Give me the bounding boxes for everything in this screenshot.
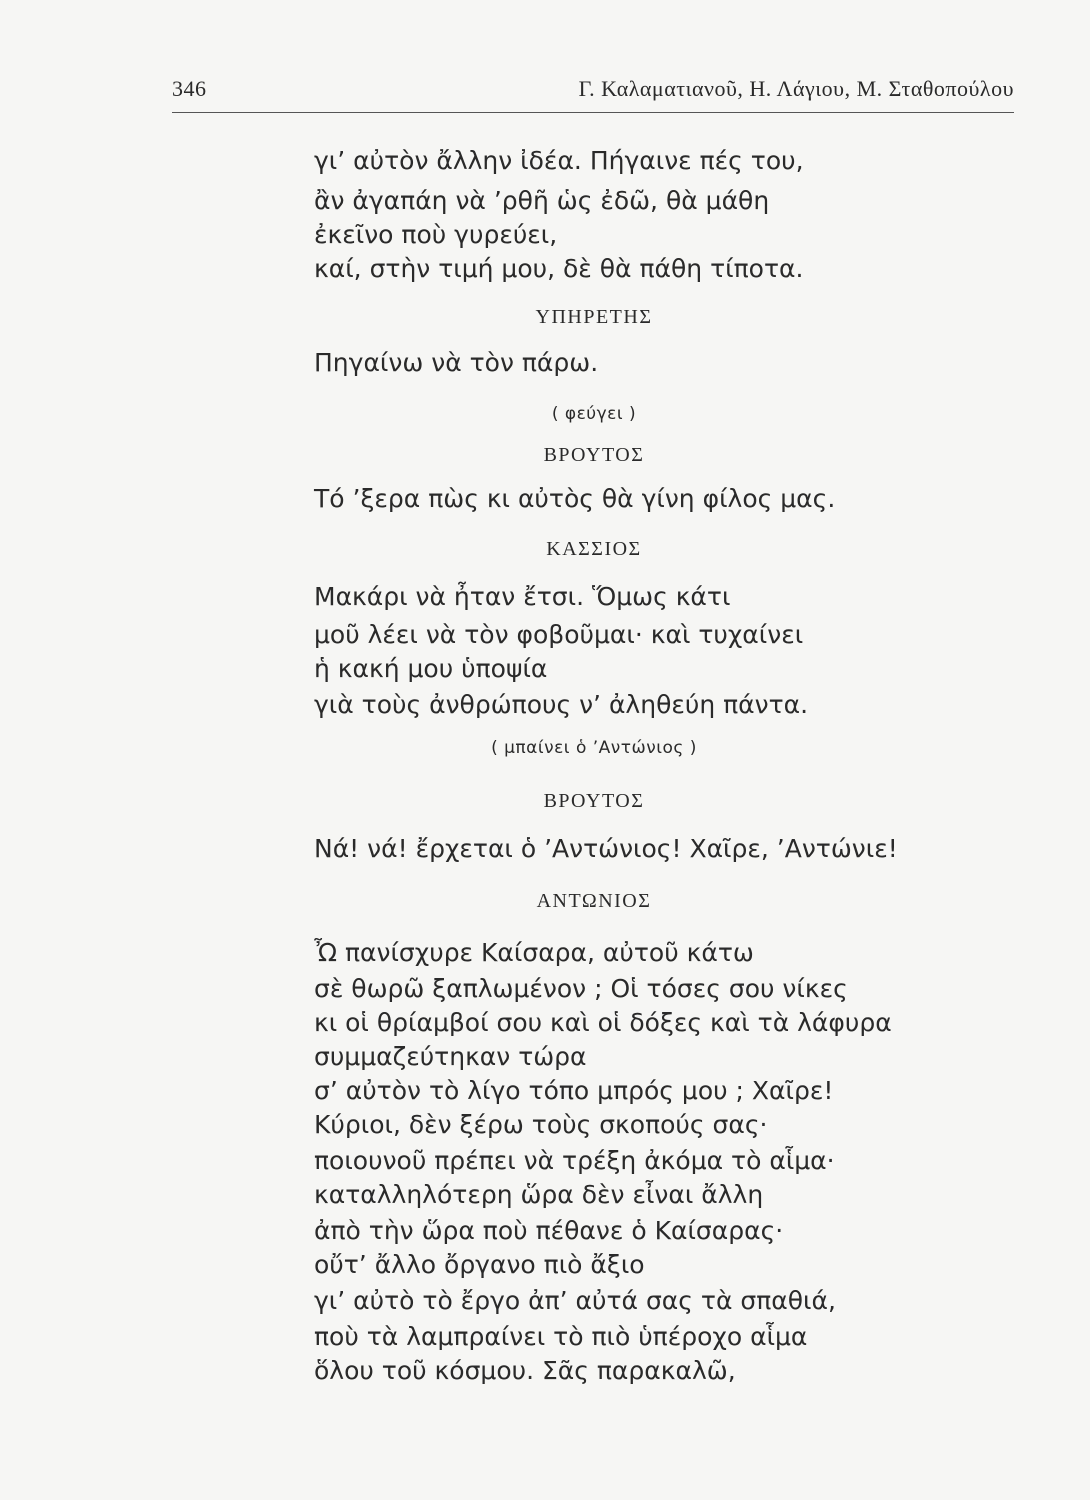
page-number: 346 — [172, 76, 207, 101]
speaker-name: ΒΡΟΥΤΟΣ — [543, 444, 645, 466]
speaker-name: ΒΡΟΥΤΟΣ — [543, 790, 645, 812]
running-head-authors: Γ. Καλαματιανοῦ, Η. Λάγιου, Μ. Σταθοπούλου — [578, 76, 1014, 101]
verse-line: ἡ κακή μου ὑποψία — [314, 654, 548, 683]
verse-line: Μακάρι νὰ ἦταν ἔτσι. Ὅμως κάτι — [314, 582, 731, 611]
verse-line: καί, στὴν τιμή μου, δὲ θὰ πάθη τίποτα. — [314, 254, 804, 283]
verse-line: ὅλου τοῦ κόσμου. Σᾶς παρακαλῶ, — [314, 1356, 736, 1385]
stage-direction: ( μπαίνει ὁ ’Αντώνιος ) — [491, 738, 697, 758]
verse-line: ποὺ τὰ λαμπραίνει τὸ πιὸ ὑπέροχο αἷμα — [314, 1322, 808, 1351]
verse-line: σ’ αὐτὸν τὸ λίγο τόπο μπρός μου ; Χαῖρε! — [314, 1076, 834, 1105]
verse-line: σὲ θωρῶ ξαπλωμένον ; Οἱ τόσες σου νίκες — [314, 974, 848, 1003]
verse-line: γι’ αὐτὸν ἄλλην ἰδέα. Πήγαινε πές του, — [314, 146, 804, 175]
verse-line: μοῦ λέει νὰ τὸν φοβοῦμαι· καὶ τυχαίνει — [314, 620, 804, 649]
verse-line: γι’ αὐτὸ τὸ ἔργο ἀπ’ αὐτά σας τὰ σπαθιά, — [314, 1286, 836, 1315]
verse-line: οὔτ’ ἄλλο ὄργανο πιὸ ἄξιο — [314, 1250, 645, 1279]
stage-direction: ( φεύγει ) — [551, 404, 637, 424]
verse-line: Τό ’ξερα πὼς κι αὐτὸς θὰ γίνη φίλος μας. — [314, 484, 836, 513]
verse-line: ἀπὸ τὴν ὥρα ποὺ πέθανε ὁ Καίσαρας· — [314, 1216, 784, 1245]
speaker-name: ΑΝΤΩΝΙΟΣ — [536, 890, 652, 912]
verse-line: συμμαζεύτηκαν τώρα — [314, 1042, 587, 1071]
running-header — [172, 76, 1014, 106]
speaker-name: ΚΑΣΣΙΟΣ — [546, 538, 642, 560]
verse-line: γιὰ τοὺς ἀνθρώπους ν’ ἀληθεύη πάντα. — [314, 690, 809, 719]
header-rule — [172, 112, 1014, 113]
verse-line: ποιουνοῦ πρέπει νὰ τρέξη ἀκόμα τὸ αἷμα· — [314, 1146, 835, 1175]
verse-line: Κύριοι, δὲν ξέρω τοὺς σκοπούς σας· — [314, 1110, 768, 1139]
verse-line: καταλληλότερη ὥρα δὲν εἶναι ἄλλη — [314, 1180, 764, 1209]
speaker-name: ΥΠΗΡΕΤΗΣ — [535, 306, 653, 328]
verse-line: Πηγαίνω νὰ τὸν πάρω. — [314, 348, 599, 377]
verse-line: ἂν ἀγαπάη νὰ ’ρθῆ ὡς ἐδῶ, θὰ μάθη — [314, 186, 770, 215]
verse-line: Ὦ πανίσχυρε Καίσαρα, αὐτοῦ κάτω — [314, 938, 754, 967]
verse-line: ἐκεῖνο ποὺ γυρεύει, — [314, 220, 558, 249]
verse-line: κι οἱ θρίαμβοί σου καὶ οἱ δόξες καὶ τὰ λάφυρα — [314, 1008, 892, 1037]
verse-line: Νά! νά! ἔρχεται ὁ ’Αντώνιος! Χαῖρε, ’Αντώνιε! — [314, 834, 898, 863]
